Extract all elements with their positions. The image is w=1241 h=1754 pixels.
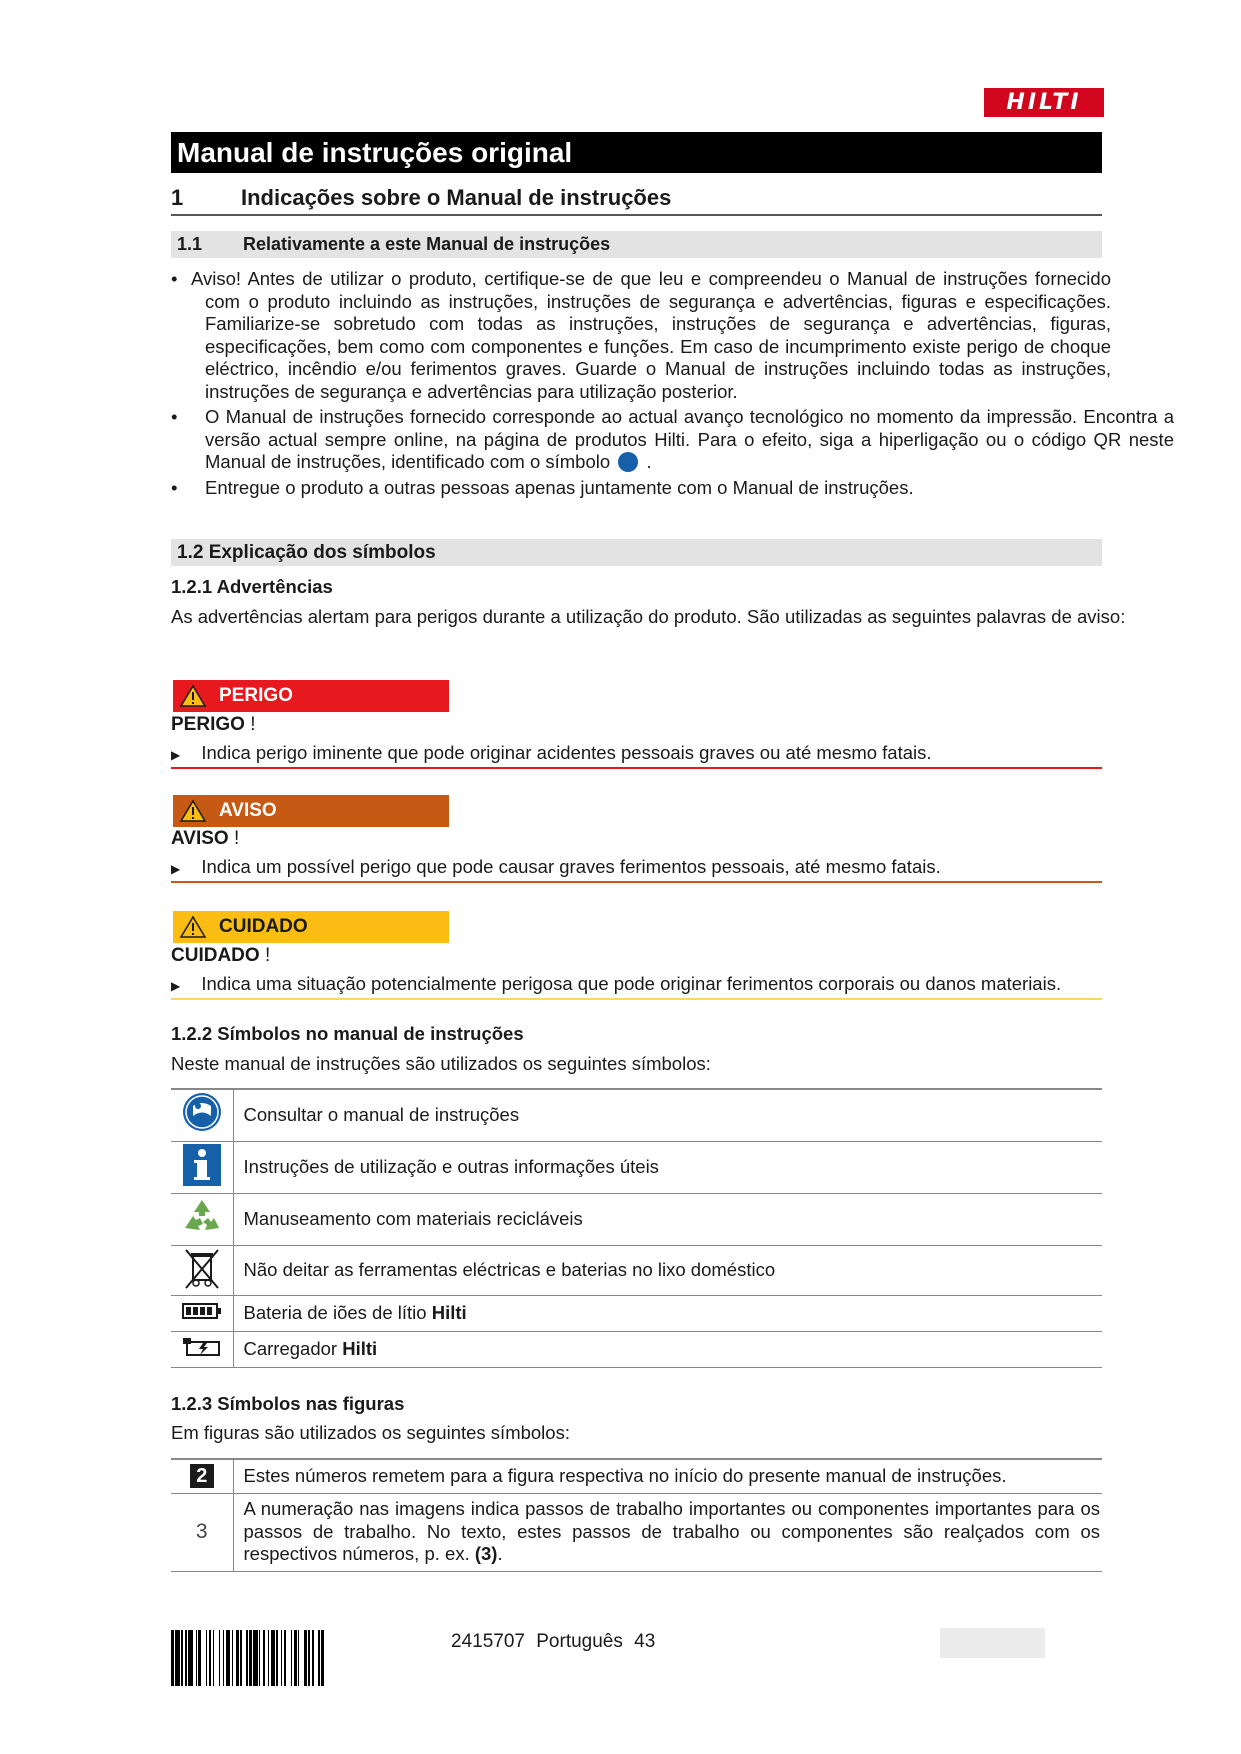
qr-link-icon [618, 452, 638, 472]
bullet-list [171, 268, 1174, 499]
section-title: Relativamente a este Manual de instruções [243, 234, 611, 254]
section-number: 1 [171, 185, 184, 210]
symbol-description: Estes números remetem para a figura respectiva no início do presente manual de instruções. [233, 1459, 1102, 1493]
bullet-suffix: . [646, 451, 652, 472]
divider [171, 767, 1102, 769]
section-title: Indicações sobre o Manual de instruções [241, 185, 672, 210]
symbols-table [171, 1089, 1102, 1368]
signal-banner-aviso [173, 795, 449, 827]
step-number-ref: (3) [474, 1543, 498, 1565]
symbol-text: Carregador [243, 1338, 338, 1359]
table-row [171, 1459, 1102, 1493]
text-suffix: . [497, 1543, 503, 1565]
figure-number-icon [171, 1459, 233, 1493]
section-1-heading [171, 183, 1102, 216]
warning-triangle-icon [173, 680, 213, 712]
table-row [171, 1245, 1102, 1295]
figure-number-symbol: 2 [190, 1464, 214, 1488]
signal-description [171, 856, 941, 878]
signal-banner-perigo [173, 680, 449, 712]
figure-symbols-table [171, 1459, 1102, 1572]
barcode [171, 1630, 427, 1686]
list-item: • O Manual de instruções fornecido corresponde ao actual avanço tecnológico no momento da impressão. Encontra a versão actual sempre online, na página de produtos Hilti. Para o efeito, siga a hiperligação ou o código QR neste Manual de instruções, identificado com o símbolo . [171, 406, 1174, 472]
section-1-2-3-heading: 1.2.3 Símbolos nas figuras [171, 1393, 405, 1414]
section-1-2-2-heading: 1.2.2 Símbolos no manual de instruções [171, 1023, 524, 1044]
table-row [171, 1089, 1102, 1141]
doc-number: 2415707 [451, 1631, 525, 1652]
divider [171, 881, 1102, 883]
section-intro: As advertências alertam para perigos durante a utilização do produto. São utilizadas as seguintes palavras de aviso: [171, 606, 1126, 627]
grey-box [940, 1628, 1045, 1658]
symbol-description [233, 1295, 1102, 1331]
divider [171, 998, 1102, 1000]
bullet-text: Aviso! Antes de utilizar o produto, certifique-se de que leu e compreendeu o Manual de instruções fornecido com o produto incluindo as instruções, instruções de segurança e advertências, figuras e especificações. Familiarize-se sobretudo com todas as instruções, instruções de segurança e advertências, figuras, especificações, bem como com componentes e funções. Em caso de incumprimento existe perigo de choque eléctrico, incêndio e/ou ferimentos graves. Guarde o Manual de instruções incluindo todas as instruções, instruções de segurança e advertências para utilização posterior. [191, 268, 1111, 402]
page-number: 43 [634, 1631, 656, 1652]
section-1-2-heading: 1.2 Explicação dos símbolos [171, 539, 1102, 566]
read-manual-icon [171, 1089, 233, 1141]
table-row [171, 1493, 1102, 1571]
exclamation: ! [264, 945, 271, 966]
signal-text: Indica um possível perigo que pode causar graves ferimentos pessoais, até mesmo fatais. [201, 856, 941, 877]
arrow-icon: ▶ [171, 979, 181, 993]
signal-label: CUIDADO [219, 916, 308, 937]
section-1-2-1-heading: 1.2.1 Advertências [171, 576, 333, 597]
signal-label: AVISO [219, 800, 277, 821]
symbol-description: Não deitar as ferramentas eléctricas e baterias no lixo doméstico [233, 1245, 1102, 1295]
symbol-text: A numeração nas imagens indica passos de trabalho importantes ou componentes importantes para os passos de trabalho. No texto, estes passos de trabalho ou componentes são realçados com os respectivos números, p. ex. [243, 1498, 1100, 1565]
signal-word-text: PERIGO [171, 714, 245, 735]
brand-name: Hilti [431, 1302, 467, 1323]
signal-description [171, 742, 932, 764]
charger-icon [171, 1331, 233, 1367]
signal-banner-cuidado [173, 911, 449, 943]
section-intro: Neste manual de instruções são utilizados os seguintes símbolos: [171, 1053, 711, 1074]
exclamation: ! [250, 714, 256, 735]
signal-word-text: CUIDADO [171, 945, 260, 966]
list-item: • Aviso! Antes de utilizar o produto, certifique-se de que leu e compreendeu o Manual de instruções fornecido com o produto incluindo as instruções, instruções de segurança e advertências, figuras e especificações. Familiarize-se sobretudo com todas as instruções, instruções de segurança e advertências, figuras, especificações, bem como com componentes e funções. Em caso de incumprimento existe perigo de choque eléctrico, incêndio e/ou ferimentos graves. Guarde o Manual de instruções incluindo todas as instruções, instruções de segurança e advertências para utilização posterior. [171, 268, 1111, 402]
warning-triangle-icon [173, 911, 213, 943]
signal-label: PERIGO [219, 685, 293, 706]
section-1-1-heading [171, 231, 1102, 258]
symbol-text: Bateria de iões de lítio [243, 1302, 427, 1323]
recycle-icon [171, 1193, 233, 1245]
bullet-text: Entregue o produto a outras pessoas apenas juntamente com o Manual de instruções. [205, 476, 914, 498]
table-row [171, 1295, 1102, 1331]
exclamation: ! [234, 828, 240, 849]
language: Português [536, 1631, 623, 1652]
signal-word-text: AVISO [171, 828, 229, 849]
brand-name: Hilti [342, 1338, 378, 1359]
signal-text: Indica uma situação potencialmente perigosa que pode originar ferimentos corporais ou danos materiais. [201, 973, 1062, 994]
logo-text: HILTI [1006, 90, 1082, 115]
list-item: • Entregue o produto a outras pessoas apenas juntamente com o Manual de instruções. [171, 476, 914, 498]
signal-word [171, 945, 270, 967]
hilti-logo [984, 88, 1104, 117]
arrow-icon: ▶ [171, 748, 181, 762]
barcode-bar [324, 1630, 325, 1686]
symbol-description: Consultar o manual de instruções [233, 1089, 1102, 1141]
signal-description [171, 973, 1061, 995]
arrow-icon: ▶ [171, 862, 181, 876]
table-row [171, 1141, 1102, 1193]
signal-word [171, 828, 239, 850]
symbol-description: Manuseamento com materiais recicláveis [233, 1193, 1102, 1245]
table-row [171, 1193, 1102, 1245]
warning-triangle-icon [173, 795, 213, 827]
bullet-text: O Manual de instruções fornecido corresponde ao actual avanço tecnológico no momento da impressão. Encontra a versão actual sempre online, na página de produtos Hilti. Para o efeito, siga a hiperligação ou o código QR neste Manual de instruções, identificado com o símbolo [205, 406, 1174, 472]
page-title: Manual de instruções original [171, 132, 1102, 173]
signal-word [171, 714, 255, 736]
symbol-description [233, 1493, 1102, 1571]
step-number-symbol: 3 [171, 1493, 233, 1571]
battery-icon [171, 1295, 233, 1331]
signal-text: Indica perigo iminente que pode originar acidentes pessoais graves ou até mesmo fatais. [201, 742, 932, 763]
table-row [171, 1331, 1102, 1367]
section-intro: Em figuras são utilizados os seguintes símbolos: [171, 1422, 570, 1443]
section-number: 1.1 [177, 234, 203, 254]
info-icon [171, 1141, 233, 1193]
no-household-waste-icon [171, 1245, 233, 1295]
footer [451, 1631, 655, 1653]
symbol-description [233, 1331, 1102, 1367]
symbol-description: Instruções de utilização e outras informações úteis [233, 1141, 1102, 1193]
